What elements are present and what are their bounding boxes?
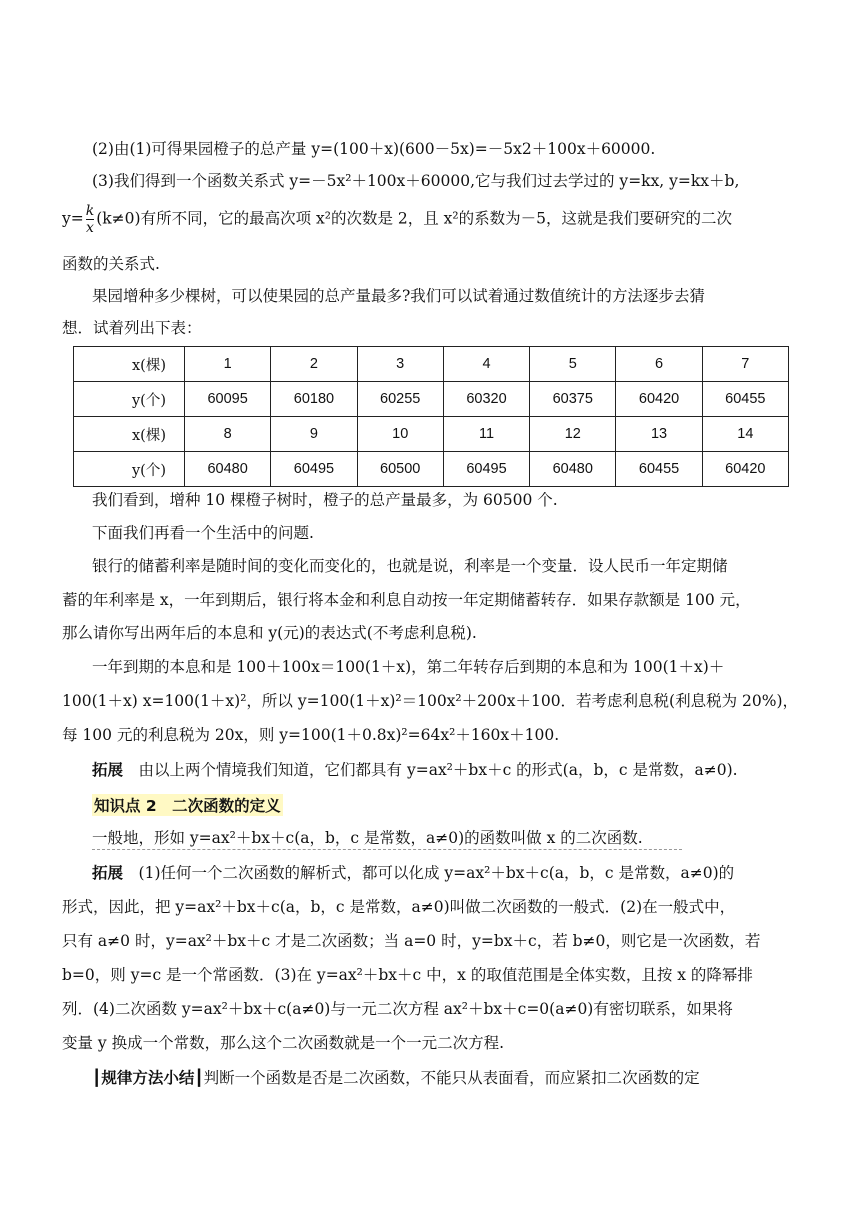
- table-cell: 60255: [357, 382, 443, 417]
- table-row: [74, 382, 789, 417]
- knowledge-point-heading: 知识点 2 二次函数的定义: [92, 794, 283, 816]
- text-line: 形式，因此，把 y=ax²＋bx＋c(a，b，c 是常数，a≠0)叫做二次函数的一般式．(2)在一般式中，: [62, 898, 736, 916]
- table-cell: 4: [443, 347, 529, 382]
- fraction-numerator: k: [85, 203, 95, 219]
- fraction-k-over-x: [86, 203, 94, 236]
- table-cell: 14: [702, 417, 788, 452]
- table-cell: 60375: [530, 382, 616, 417]
- table-cell: 60500: [357, 452, 443, 487]
- text-line: b=0，则 y=c 是一个常函数．(3)在 y=ax²＋bx＋c 中，x 的取值范围是全体实数，且按 x 的降幂排: [62, 966, 753, 984]
- table-cell: 60480: [530, 452, 616, 487]
- extension-text: 由以上两个情境我们知道，它们都具有 y=ax²＋bx＋c 的形式(a，b，c 是常数，a≠0).: [138, 761, 738, 779]
- text-line: 每 100 元的利息税为 20x，则 y=100(1＋0.8x)²=64x²＋160x＋100.: [62, 726, 560, 744]
- text-line: 银行的储蓄利率是随时间的变化而变化的，也就是说，利率是一个变量．设人民币一年定期储: [92, 557, 728, 575]
- text-line: (2)由(1)可得果园橙子的总产量 y=(100＋x)(600－5x)=－5x2＋100x＋60000.: [92, 140, 656, 158]
- text-line: 果园增种多少棵树，可以使果园的总产量最多?我们可以试着通过数值统计的方法逐步去猜: [92, 287, 705, 305]
- row-header: x(棵): [74, 417, 185, 452]
- table-cell: 60320: [443, 382, 529, 417]
- table-cell: 10: [357, 417, 443, 452]
- text-line-method-summary: [92, 1068, 700, 1088]
- table-cell: 60180: [271, 382, 357, 417]
- table-cell: 60420: [702, 452, 788, 487]
- row-header: y(个): [74, 382, 185, 417]
- text-line: 列．(4)二次函数 y=ax²＋bx＋c(a≠0)与一元二次方程 ax²＋bx＋c=0(a≠0)有密切联系，如果将: [62, 1000, 733, 1018]
- extension-label: 拓展: [92, 761, 124, 779]
- table-cell: 60095: [185, 382, 271, 417]
- table-cell: 2: [271, 347, 357, 382]
- data-table: [73, 346, 789, 487]
- text-line: 函数的关系式.: [62, 255, 160, 273]
- definition-line: 一般地，形如 y=ax²＋bx＋c(a，b，c 是常数，a≠0)的函数叫做 x 的二次函数.: [92, 829, 643, 847]
- text-line: 变量 y 换成一个常数，那么这个二次函数就是一个一元二次方程.: [62, 1034, 505, 1052]
- table-cell: 3: [357, 347, 443, 382]
- extension-label: 拓展: [92, 864, 124, 882]
- table-cell: 60480: [185, 452, 271, 487]
- table-row: [74, 347, 789, 382]
- table-row: [74, 417, 789, 452]
- table-cell: 60495: [271, 452, 357, 487]
- table-cell: 6: [616, 347, 702, 382]
- extension-text: (1)任何一个二次函数的解析式，都可以化成 y=ax²＋bx＋c(a，b，c 是常数，a≠0)的: [138, 864, 735, 882]
- table-cell: 60455: [702, 382, 788, 417]
- table-cell: 12: [530, 417, 616, 452]
- text-line-with-fraction: [62, 203, 732, 236]
- method-summary-label: ┃规律方法小结┃: [92, 1069, 204, 1087]
- fraction-denominator: x: [86, 220, 94, 236]
- table-cell: 60455: [616, 452, 702, 487]
- row-header: x(棵): [74, 347, 185, 382]
- table-cell: 1: [185, 347, 271, 382]
- text-line: 我们看到，增种 10 棵橙子树时，橙子的总产量最多，为 60500 个.: [92, 491, 558, 509]
- row-header: y(个): [74, 452, 185, 487]
- text-line-extension: [92, 863, 734, 883]
- text-line: 只有 a≠0 时，y=ax²＋bx＋c 才是二次函数；当 a=0 时，y=bx＋c，若 b≠0，则它是一次函数，若: [62, 932, 761, 950]
- text-line: (3)我们得到一个函数关系式 y=－5x²＋100x＋60000,它与我们过去学过的 y=kx, y=kx＋b,: [92, 172, 740, 190]
- table-cell: 9: [271, 417, 357, 452]
- table-cell: 7: [702, 347, 788, 382]
- text-line: 100(1＋x) x=100(1＋x)²，所以 y=100(1＋x)²＝100x²＋200x＋100．若考虑利息税(利息税为 20%)，: [62, 692, 799, 710]
- table-row: [74, 452, 789, 487]
- fraction-suffix: (k≠0)有所不同，它的最高次项 x²的次数是 2，且 x²的系数为－5，这就是我们要研究的二次: [96, 209, 732, 228]
- text-line: 那么请你写出两年后的本息和 y(元)的表达式(不考虑利息税).: [62, 624, 477, 642]
- method-summary-text: 判断一个函数是否是二次函数，不能只从表面看，而应紧扣二次函数的定: [203, 1069, 700, 1087]
- fraction-prefix: y=: [62, 209, 84, 228]
- definition-underline: [92, 849, 682, 850]
- text-line: 蓄的年利率是 x，一年到期后，银行将本金和利息自动按一年定期储蓄转存．如果存款额是 100 元，: [62, 591, 751, 609]
- table-cell: 60420: [616, 382, 702, 417]
- text-line-extension: [92, 760, 738, 780]
- table-cell: 5: [530, 347, 616, 382]
- text-line: 想．试着列出下表：: [62, 319, 202, 337]
- table-cell: 11: [443, 417, 529, 452]
- table-cell: 8: [185, 417, 271, 452]
- text-line: 下面我们再看一个生活中的问题.: [92, 524, 314, 542]
- text-line: 一年到期的本息和是 100＋100x＝100(1＋x)，第二年转存后到期的本息和为 100(1＋x)＋: [92, 658, 725, 676]
- table-cell: 60495: [443, 452, 529, 487]
- table-cell: 13: [616, 417, 702, 452]
